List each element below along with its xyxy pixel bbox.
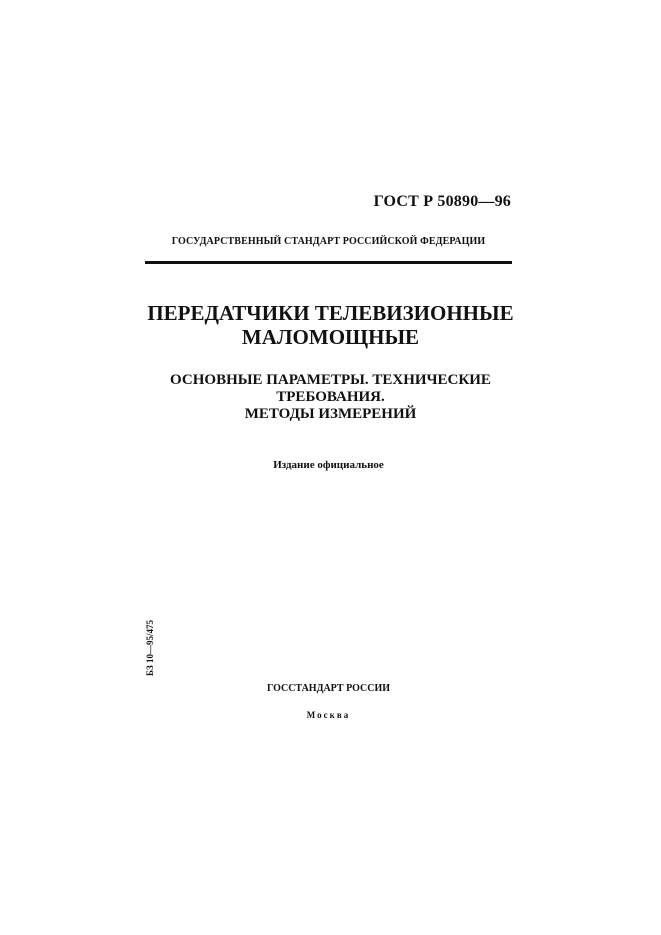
standard-number: ГОСТ Р 50890—96 <box>373 193 511 210</box>
edition-note: Издание официальное <box>273 459 384 471</box>
publication-city: Москва <box>306 710 351 720</box>
publisher-name: ГОССТАНДАРТ РОССИИ <box>266 683 391 694</box>
subtitle-line-1: ОСНОВНЫЕ ПАРАМЕТРЫ. ТЕХНИЧЕСКИЕ <box>170 372 491 388</box>
state-standard-heading: ГОСУДАРСТВЕННЫЙ СТАНДАРТ РОССИЙСКОЙ ФЕДЕРАЦИИ <box>171 236 486 247</box>
document-subtitle <box>120 372 541 423</box>
title-line-1: ПЕРЕДАТЧИКИ ТЕЛЕВИЗИОННЫЕ <box>147 301 514 325</box>
subtitle-line-2: ТРЕБОВАНИЯ. <box>276 389 385 405</box>
horizontal-rule <box>145 261 512 264</box>
document-title <box>120 301 541 349</box>
side-catalog-code: БЗ 10—95/475 <box>145 620 155 676</box>
subtitle-line-3: МЕТОДЫ ИЗМЕРЕНИЙ <box>244 406 417 422</box>
title-line-2: МАЛОМОЩНЫЕ <box>241 325 420 349</box>
